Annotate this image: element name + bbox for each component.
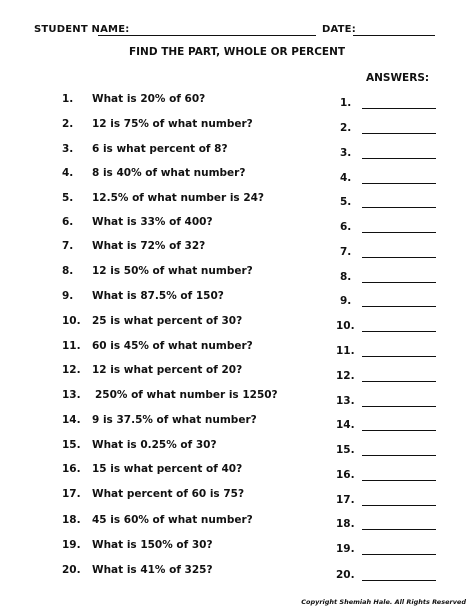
question-text: 12 is what percent of 20?	[92, 364, 243, 376]
question-text: What is 87.5% of 150?	[92, 290, 224, 302]
question-text: 45 is 60% of what number?	[92, 514, 253, 526]
question-text: 12.5% of what number is 24?	[92, 192, 265, 204]
answers-heading: ANSWERS:	[366, 72, 430, 84]
date-label: DATE:	[322, 24, 356, 35]
answer-blank[interactable]	[362, 331, 436, 332]
answer-number: 2.	[340, 122, 352, 134]
question-number: 16.	[62, 463, 81, 475]
question-text: What is 0.25% of 30?	[92, 439, 217, 451]
question-number: 12.	[62, 364, 81, 376]
student-name-field[interactable]	[98, 35, 316, 36]
question-text: 8 is 40% of what number?	[92, 167, 246, 179]
answer-blank[interactable]	[362, 406, 436, 407]
question-number: 2.	[62, 118, 74, 130]
answer-blank[interactable]	[362, 430, 436, 431]
answer-number: 7.	[340, 246, 352, 258]
answer-blank[interactable]	[362, 306, 436, 307]
answer-number: 1.	[340, 97, 352, 109]
answer-number: 14.	[336, 419, 355, 431]
question-text: 250% of what number is 1250?	[95, 389, 278, 401]
worksheet-title: FIND THE PART, WHOLE OR PERCENT	[128, 46, 346, 58]
question-number: 15.	[62, 439, 81, 451]
answer-number: 12.	[336, 370, 355, 382]
question-text: 9 is 37.5% of what number?	[92, 414, 257, 426]
answer-number: 10.	[336, 320, 355, 332]
answer-number: 13.	[336, 395, 355, 407]
question-number: 10.	[62, 315, 81, 327]
question-text: What is 150% of 30?	[92, 539, 213, 551]
question-number: 6.	[62, 216, 74, 228]
date-field[interactable]	[353, 35, 435, 36]
answer-number: 17.	[336, 494, 355, 506]
student-name-label: STUDENT NAME:	[34, 24, 130, 35]
answer-blank[interactable]	[362, 356, 436, 357]
question-number: 20.	[62, 564, 81, 576]
question-number: 19.	[62, 539, 81, 551]
question-number: 8.	[62, 265, 74, 277]
question-number: 11.	[62, 340, 81, 352]
question-number: 18.	[62, 514, 81, 526]
answer-blank[interactable]	[362, 108, 436, 109]
answer-number: 16.	[336, 469, 355, 481]
answer-blank[interactable]	[362, 257, 436, 258]
answer-blank[interactable]	[362, 455, 436, 456]
question-number: 9.	[62, 290, 74, 302]
question-text: What is 20% of 60?	[92, 93, 206, 105]
question-text: What is 41% of 325?	[92, 564, 213, 576]
answer-number: 18.	[336, 518, 355, 530]
question-text: What is 72% of 32?	[92, 240, 206, 252]
question-text: What is 33% of 400?	[92, 216, 213, 228]
answer-blank[interactable]	[362, 505, 436, 506]
answer-number: 4.	[340, 172, 352, 184]
answer-blank[interactable]	[362, 480, 436, 481]
answer-number: 3.	[340, 147, 352, 159]
question-number: 7.	[62, 240, 74, 252]
question-text: What percent of 60 is 75?	[92, 488, 245, 500]
question-number: 4.	[62, 167, 74, 179]
answer-blank[interactable]	[362, 232, 436, 233]
answer-blank[interactable]	[362, 158, 436, 159]
answer-blank[interactable]	[362, 207, 436, 208]
question-text: 6 is what percent of 8?	[92, 143, 228, 155]
copyright-notice: Copyright Shemiah Hale. All Rights Reserved	[301, 598, 466, 606]
question-text: 25 is what percent of 30?	[92, 315, 243, 327]
question-text: 60 is 45% of what number?	[92, 340, 253, 352]
answer-blank[interactable]	[362, 554, 436, 555]
answer-number: 6.	[340, 221, 352, 233]
answer-blank[interactable]	[362, 529, 436, 530]
answer-number: 20.	[336, 569, 355, 581]
question-number: 14.	[62, 414, 81, 426]
answer-blank[interactable]	[362, 133, 436, 134]
question-text: 12 is 50% of what number?	[92, 265, 253, 277]
question-number: 1.	[62, 93, 74, 105]
answer-number: 9.	[340, 295, 352, 307]
question-number: 17.	[62, 488, 81, 500]
question-text: 12 is 75% of what number?	[92, 118, 253, 130]
answer-number: 11.	[336, 345, 355, 357]
answer-number: 19.	[336, 543, 355, 555]
answer-number: 8.	[340, 271, 352, 283]
answer-number: 5.	[340, 196, 352, 208]
answer-blank[interactable]	[362, 282, 436, 283]
question-number: 3.	[62, 143, 74, 155]
answer-blank[interactable]	[362, 183, 436, 184]
question-text: 15 is what percent of 40?	[92, 463, 243, 475]
answer-blank[interactable]	[362, 580, 436, 581]
answer-number: 15.	[336, 444, 355, 456]
question-number: 13.	[62, 389, 81, 401]
question-number: 5.	[62, 192, 74, 204]
answer-blank[interactable]	[362, 381, 436, 382]
